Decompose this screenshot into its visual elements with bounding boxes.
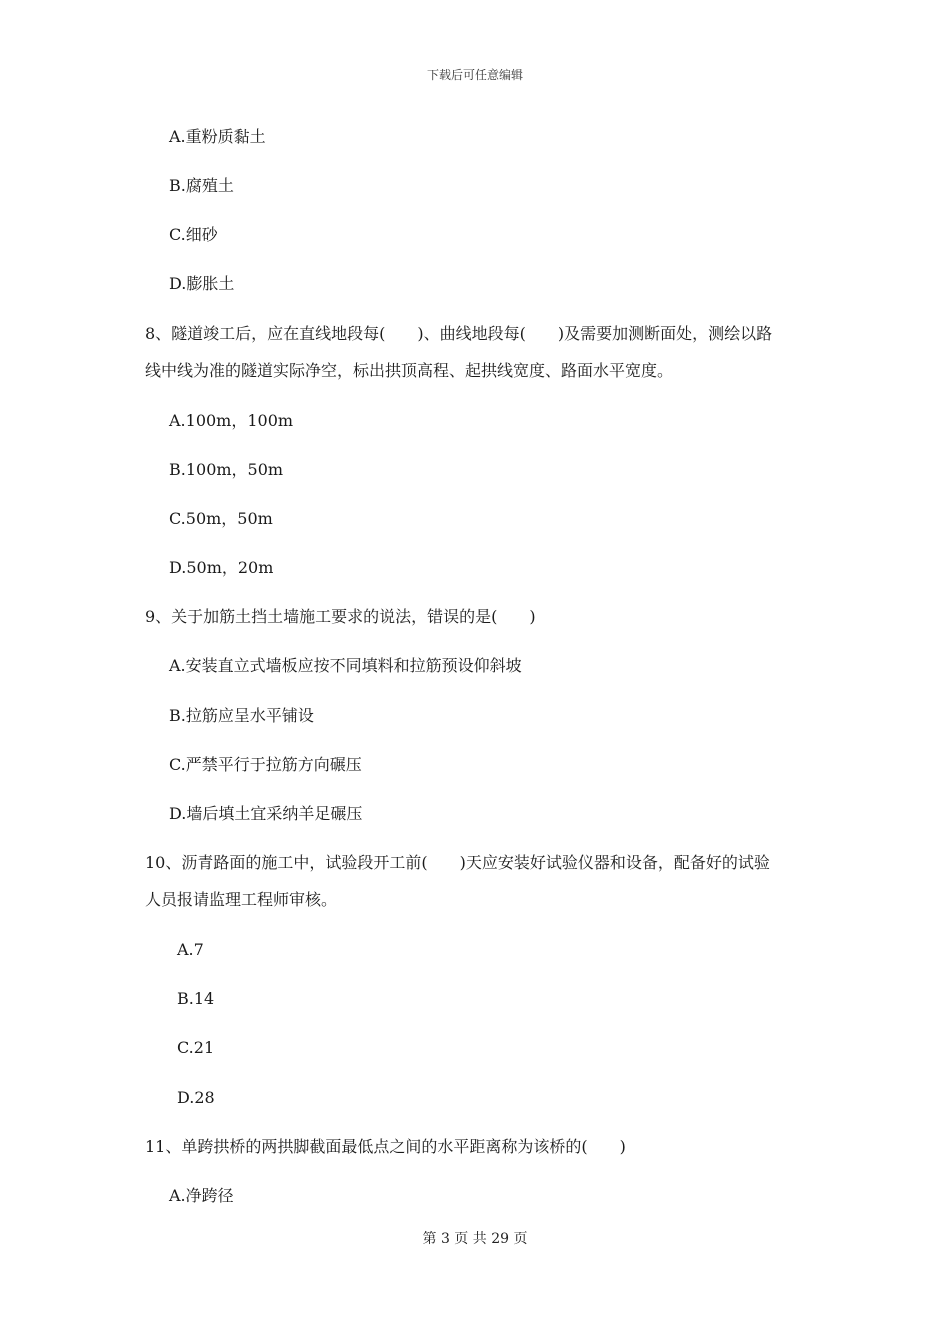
- question-11-line-1: 11、单跨拱桥的两拱脚截面最低点之间的水平距离称为该桥的( ): [145, 1137, 626, 1156]
- q9-option-b: B.拉筋应呈水平铺设: [169, 706, 314, 725]
- q9-option-c: C.严禁平行于拉筋方向碾压: [169, 755, 362, 774]
- q8-option-a: A.100m，100m: [169, 411, 294, 430]
- q9-option-d: D.墙后填土宜采纳羊足碾压: [169, 804, 363, 823]
- question-10-line-2: 人员报请监理工程师审核。: [145, 890, 338, 909]
- question-8-line-2: 线中线为准的隧道实际净空，标出拱顶高程、起拱线宽度、路面水平宽度。: [145, 361, 674, 380]
- question-8-line-1: 8、隧道竣工后，应在直线地段每( )、曲线地段每( )及需要加测断面处，测绘以路: [145, 324, 773, 343]
- q10-option-c: C.21: [177, 1038, 215, 1057]
- option-c: C.细砂: [169, 225, 218, 244]
- q8-option-d: D.50m，20m: [169, 558, 274, 577]
- question-9-line-1: 9、关于加筋土挡土墙施工要求的说法，错误的是( ): [145, 607, 536, 626]
- question-10-line-1: 10、沥青路面的施工中，试验段开工前( )天应安装好试验仪器和设备，配备好的试验: [145, 853, 770, 872]
- q9-option-a: A.安装直立式墙板应按不同填料和拉筋预设仰斜坡: [169, 656, 522, 675]
- q10-option-a: A.7: [177, 940, 204, 959]
- page-header: 下载后可任意编辑: [426, 68, 523, 82]
- option-b: B.腐殖土: [169, 176, 234, 195]
- option-a: A.重粉质黏土: [169, 127, 266, 146]
- q11-option-a: A.净跨径: [169, 1186, 234, 1205]
- option-d: D.膨胀土: [169, 274, 235, 293]
- q8-option-b: B.100m，50m: [169, 460, 284, 479]
- q8-option-c: C.50m，50m: [169, 509, 273, 528]
- q10-option-d: D.28: [177, 1088, 215, 1107]
- q10-option-b: B.14: [177, 989, 215, 1008]
- page-footer: 第 3 页 共 29 页: [422, 1231, 528, 1247]
